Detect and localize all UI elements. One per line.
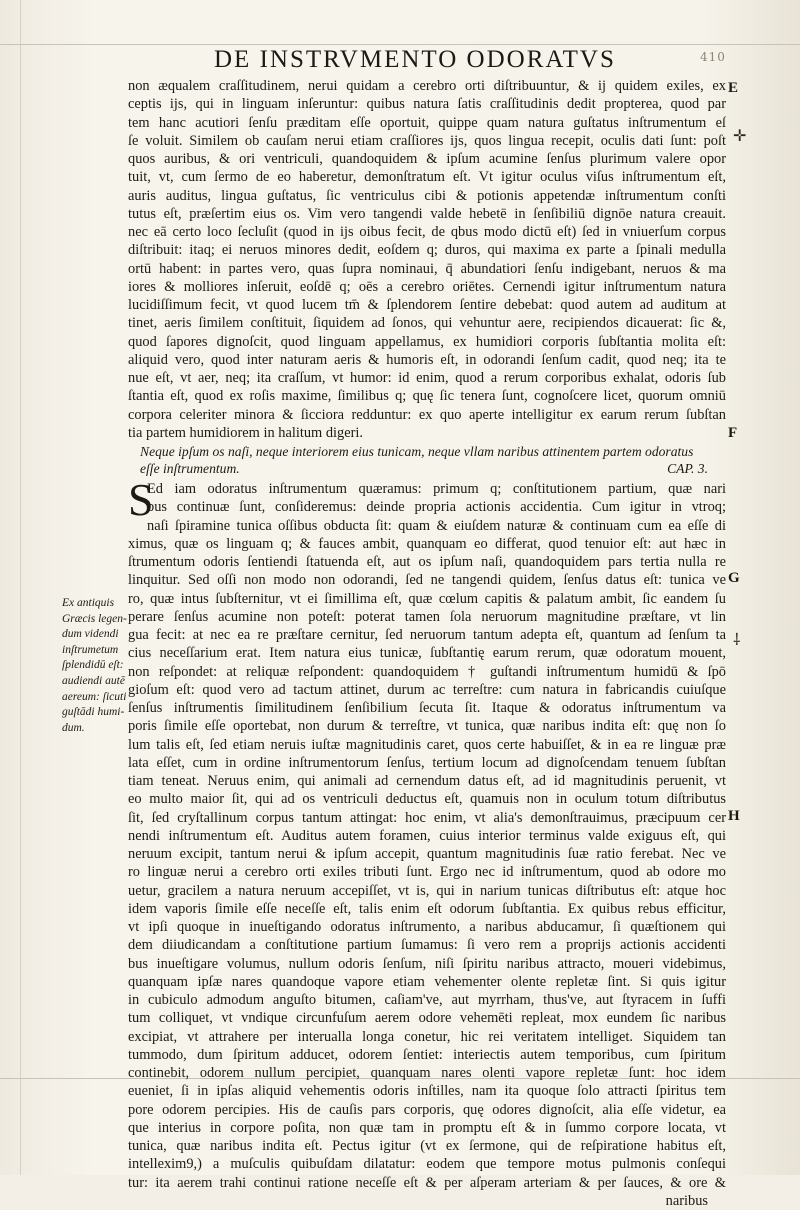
margin-note-line: guſtādi humi- xyxy=(62,706,125,719)
text-line: gua fecit: at nec ea re præſtare cernitur, ſed neruorum tantum adepta eſt, quantum ad ſenſum ta xyxy=(128,627,726,643)
text-line: continebit, odorem nullum percipiet, quanquam nares olenti vapore repletæ ſunt: hoc idem xyxy=(128,1065,726,1081)
paragraph-2-lines xyxy=(128,474,726,1192)
text-line: ſtrumentum odoris ſentiendi ſtatuenda eſt, aut os ipſum naſi, quandoquidem pars tertia nulla re xyxy=(128,554,726,570)
text-line: tuit, vt, cum ſermo de eo haberetur, demonſtratum eſt. Vt igitur oculus viſus inſtrumentum eſt, xyxy=(128,169,726,186)
running-head: DE INSTRVMENTO ODORATVS xyxy=(214,46,616,73)
main-text-block xyxy=(128,77,726,1210)
text-line: lum talis eſt, ſed etiam neruis iuſtæ magnitudinis caret, quos certe habuiſſet, & in ea re linguæ præ xyxy=(128,736,726,753)
text-line: nendi inſtrumentum eſt. Auditus autem foramen, cuius interior terminus valde exiguus eſt, qui xyxy=(128,827,726,844)
text-line: tunica, quæ naribus indita eſt. Pectus igitur (vt ex ſermone, qui de reſpiratione habitus eſt, xyxy=(128,1138,726,1154)
text-line: aliquid vero, quod inter naturam aeris & humoris eſt, in odorandi ſenſum cadit, quod neq; ita te xyxy=(128,351,726,368)
text-line: non æqualem craſſitudinem, nerui quidam a cerebro orti diſtribuuntur, & ij quidem exiles, ex xyxy=(128,78,726,94)
chapter-heading xyxy=(128,443,726,477)
text-line: tummodo, dum ſpiritum adducet, odorem ſentiet: interiectis autem temporibus, cum ſpiritum xyxy=(128,1046,726,1063)
text-line: quos auribus, & ori ventriculi, quandoquidem & ipſum acumine ſenſus plurimum valere opor xyxy=(128,151,726,167)
margin-note-line: dum. xyxy=(62,721,85,734)
paragraph-2 xyxy=(128,474,726,1192)
text-line: nec eā certo loco ſecluſit (quod in ijs oibus fecit, de qbus modo dictū eſt) ſed in vniuerſum corpus xyxy=(128,224,726,240)
text-line: auris auditus, lingua guſtatus, ſic ventriculus cibi & potionis appetendæ inſtrumentum conſti xyxy=(128,187,726,204)
chapter-heading-line xyxy=(140,460,726,477)
top-rule xyxy=(0,44,800,45)
text-line: eueniet, ſi in ipſas aliquid vehementis odoris inſtilles, nam ita quoque ſolo attracti ſpiritus tem xyxy=(128,1083,726,1100)
text-line: gioſum eſt: quod vero ad tactum attinet, durum ac terreſtre: cum natura in fabricandis cuiuſque xyxy=(128,681,726,698)
text-line: perare ſenſus acumine non poteſt: poterat tamen ſola neruorum magnitudine præſtare, vt lin xyxy=(128,608,726,625)
text-line: ceptis ijs, qui in linguam inſeruntur: quibus natura ſatis craſſitudinis dedit propterea, quod par xyxy=(128,96,726,113)
text-line: neruum excipit, tantum nerui & ipſum accepit, quantum magnitudinis ſuæ ratio ferebat. Nec ve xyxy=(128,846,726,862)
text-line: que interius in corpore poſita, non quæ tam in promptu eſt & in ſummo corpore locata, vt xyxy=(128,1119,726,1136)
page-gutter-line xyxy=(20,0,21,1175)
text-line: tinet, aeris ſimilem conſtituit, ſiquidem ad ſonos, qui vehuntur aere, recipiendos dicauerat: ſic &, xyxy=(128,315,726,332)
section-letter-f: F xyxy=(728,425,738,441)
text-line: ſit, ſed cryſtallinum corpus tantum attingat: hoc enim, vt alia's demonſtrauimus, præcipuum cer xyxy=(128,809,726,826)
text-line: cius neceſſarium erat. Item natura eius tunicæ, ſubſtantię earum rerum, quæ odoratum mouent, xyxy=(128,645,726,662)
text-line: non reſpondet: at reliquæ reſpondent: quandoquidem † guſtandi inſtrumentum humidū & ſpō xyxy=(128,663,726,680)
text-line: naſi ſpiramine tunica oſſibus obducta ſit: quam & eiuſdem naturæ & continuam cum ea eſſe di xyxy=(147,517,726,534)
margin-note-line: Græcis legen- xyxy=(62,612,127,625)
text-line: tur: ita aerem trahi continui ratione neceſſe eſt & per aſperam arteriam & per ſauces, & ore & xyxy=(128,1174,726,1191)
text-line: corpora celeriter minora & ſicciora redduntur: ex quo aperte intelligitur ex earum rerum ſubſtan xyxy=(128,406,726,423)
chapter-label: CAP. 3. xyxy=(667,461,708,476)
text-line: ſe voluit. Similem ob cauſam nerui etiam craſſiores ijs, quos lingua recepit, oculis dati ſunt: poſt xyxy=(128,132,726,149)
text-line: bus inueſtigare volumus, nullum odoris ſenſum, niſi ſpiritu naribus attracto, moueri videbimus, xyxy=(128,955,726,972)
margin-note-line: inſtrumetum xyxy=(62,643,119,656)
text-line: ortū habent: in partes vero, quas ſupra nominaui, q̄ abundatiori ſenſu indigebant, neruos & ma xyxy=(128,260,726,277)
text-line: Ed iam odoratus inſtrumentum quæramus: primum q; conſtitutionem partium, quæ nari xyxy=(147,481,726,497)
text-line: tutus eſt, præſertim eius os. Vim vero tangendi valde hebetē in ſenſibiliū dignōe natura creauit. xyxy=(128,205,726,222)
text-line: idem vaporis ſimile eſſe neceſſe eſt, talis enim eſt odorum ſubſtantia. Ex quibus rebus efficitur, xyxy=(128,900,726,917)
catchword: naribus xyxy=(665,1192,708,1209)
section-letter-h: H xyxy=(728,808,740,824)
text-line: iores & molliores inſeruit, eoſdē q; oēs a cerebro oriētes. Cernendi igitur inſtrumentum natura xyxy=(128,278,726,295)
text-line: tia partem humidiorem in halitum digeri. xyxy=(128,424,363,441)
text-line: ſtantia eſt, quod ex roſis maxime, ſimilibus q; quę ſic tenera ſunt, cognoſcere licet, quorum omniū xyxy=(128,388,726,405)
text-line: ximus, quæ os linguam q; & fauces ambit, quanquam eo differat, quod tenuior eſt: aut hæc in xyxy=(128,535,726,552)
margin-note xyxy=(62,596,128,736)
margin-note-line: audiendi autē xyxy=(62,674,125,687)
bleed-through-line xyxy=(64,472,122,487)
text-line: bus continuæ ſunt, conſideremus: deinde propria actionis accidentia. Cum igitur in vtroq; xyxy=(147,499,726,516)
text-line: nue eſt, vt aer, neq; ita craſſum, vt humor: id enim, quod a rerum corporibus exhalat, odoris ſub xyxy=(128,370,726,386)
text-line: diſtribuit: itaq; ei neruos minores dedit, eoſdem q; duros, qui maxima ex parte a ſpinali medulla xyxy=(128,242,726,259)
text-line: ſenſus inſtrumentis ſimilitudinem ſenſibilium ſecuta ſit. Itaque & odoratus inſtrumentum va xyxy=(128,700,726,716)
text-line: lucidiſſimum fecit, vt quod lucem tm̄ & ſplendorem ſentire debebat: quod autem ad auditum at xyxy=(128,297,726,313)
bleed-through-text xyxy=(64,472,122,487)
drop-capital: S xyxy=(128,474,154,525)
text-line: ro, quæ intus ſubſternitur, vt ei ſimillima eſt, quæ cœlum capitis & palatum ambit, ſic eandem ſu xyxy=(128,590,726,607)
text-line: quod ſapores dignoſcit, quod linguam appellamus, ex humidiori corporis ſubſtantia molita eſt: xyxy=(128,333,726,350)
paragraph-1 xyxy=(128,77,726,442)
chapter-heading-text: eſſe inſtrumentum. xyxy=(140,461,240,476)
margin-note-line: ſplendidū eſt: xyxy=(62,659,124,672)
text-line: lata eſſet, cum in ordine inſtrumentorum ſenſus, tertium locum ad dignoſcendam tenuem ſubſtan xyxy=(128,754,726,771)
margin-note-line: Ex antiquis xyxy=(62,597,115,609)
text-line: pore odorem percipies. His de cauſis pars corporis, quę odores dignoſcit, alia eſſe videtur, ea xyxy=(128,1101,726,1118)
cross-mark-icon: ✛ xyxy=(733,126,747,145)
text-line: eo multo maior ſit, qui ad os ventriculi deductus eſt, quamuis non in oculum totum diſtributus xyxy=(128,791,726,808)
text-line: excipiat, vt attrahere per interualla longa conetur, hic rei veritatem intelliget. Siquidem tan xyxy=(128,1028,726,1045)
margin-note-line: dum videndi xyxy=(62,628,119,641)
margin-note-line: aereum: ſicuti xyxy=(62,690,127,703)
text-line: vt ipſi quoque in inueſtigando odoratus inſtrumento, a naribus abducamur, ſi quæſtionem qui xyxy=(128,919,726,935)
text-line: tum colliquet, vt vndique circunfuſum aerem odore vehemēti repleat, mox eundem ſic naribus xyxy=(128,1010,726,1027)
folio-number: 410 xyxy=(700,50,726,64)
text-line: ro linguæ nerui a cerebro orti exiles tributi ſunt. Ergo nec id inſtrumentum, quod ab odore mo xyxy=(128,864,726,881)
section-letter-g: G xyxy=(728,570,740,586)
text-line: linquitur. Sed oſſi non modo non odorandi, ſed ne tangendi quidem, ſenſus datus eſt: tunica ve xyxy=(128,572,726,589)
text-line: intellexim9,) a muſculis quibuſdam dilatatur: eodem que tempore motus pulmonis conſequi xyxy=(128,1156,726,1173)
chapter-heading-line: Neque ipſum os naſi, neque interiorem eius tunicam, neque vllam naribus attinentem partem odoratus xyxy=(140,444,694,459)
text-line: dem diiudicandam a conſtitutione partium ſumamus: ſi vero rem a proprijs actionis accidenti xyxy=(128,937,726,954)
section-letter-e: E xyxy=(728,80,739,96)
text-line: poris ſimile eſſe oportebat, non durum & terreſtre, vt tunica, quæ naribus indita eſt: quę non ſo xyxy=(128,718,726,735)
text-line: uetur, gracilem a natura neruum accepiſſet, vt is, qui in narium tunicas diſtributus eſt: atque hoc xyxy=(128,882,726,899)
text-line: tem hanc acutiori ſenſu præditam eſſe oportuit, quippe quam natura guſtatus inſtrumentum eſ xyxy=(128,114,726,131)
text-line: in cubiculo admodum anguſto bitumen, caſiam've, aut myrrham, thus've, aut ſtyracem in ſuffi xyxy=(128,992,726,1008)
text-line: quanquam ipſæ nares quandoque vapore etiam vehementer olente repletæ ſint. Si quis igitur xyxy=(128,973,726,990)
dagger-mark-icon: ⸸ xyxy=(733,630,741,649)
text-line: tiam teneat. Neruus enim, qui animali ad cernendum datus eſt, ad id magnitudinis peruenit, vt xyxy=(128,773,726,789)
